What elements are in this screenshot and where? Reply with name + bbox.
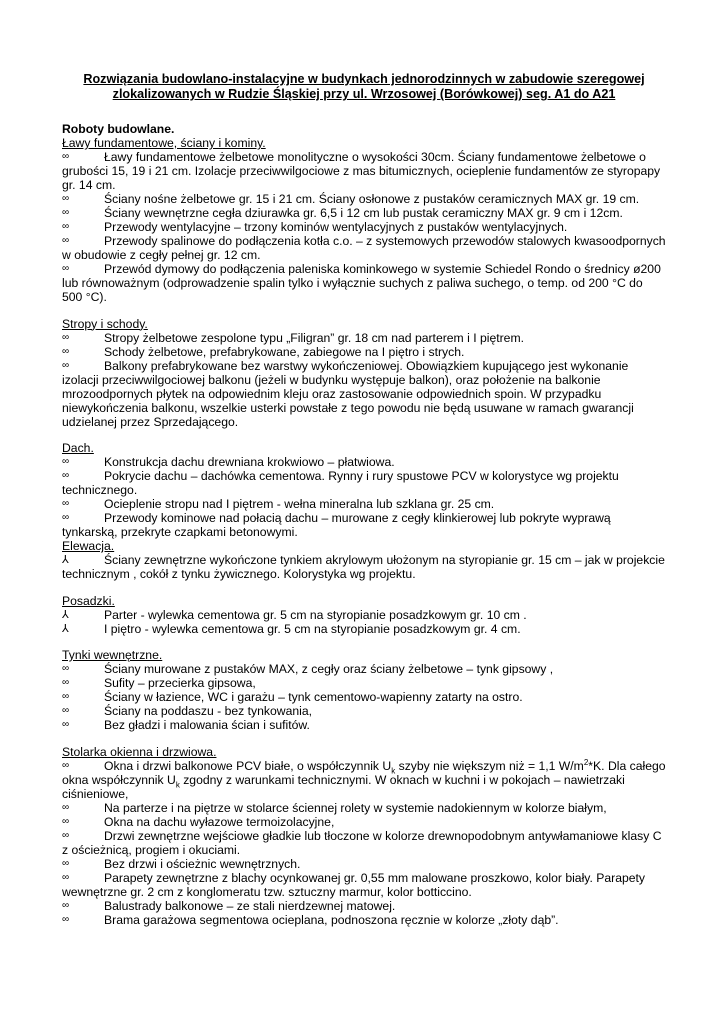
list-item bbox=[62, 871, 666, 899]
document-page bbox=[62, 72, 666, 927]
list-item bbox=[62, 553, 666, 581]
list-item-text: Drzwi zewnętrzne wejściowe gładkie lub tłoczone w kolorze drewnopodobnym antywłamaniowe klasy C z ościeżnicą, progiem i okuciami. bbox=[62, 828, 662, 857]
list-item bbox=[62, 801, 666, 815]
list-item bbox=[62, 690, 666, 704]
subscript: k bbox=[175, 779, 180, 789]
text-fragment: Okna i drzwi balkonowe PCV białe, o współczynnik U bbox=[104, 758, 392, 773]
infinity-bullet-icon: ∞ bbox=[62, 331, 70, 343]
list-item bbox=[62, 150, 666, 192]
list-item-text: Przewody kominowe nad połacią dachu – murowane z cegły klinkierowej lub pokryte wyprawą tynkarską, przekryte czapkami betonowymi. bbox=[62, 511, 611, 539]
list-item bbox=[62, 622, 666, 636]
infinity-bullet-icon: ∞ bbox=[62, 829, 70, 841]
list-item bbox=[62, 345, 666, 359]
infinity-bullet-icon: ∞ bbox=[62, 456, 70, 467]
text-fragment: zgodny z warunkami technicznymi. W oknach w kuchni i w pokojach – nawietrzaki ciśnieniowe, bbox=[62, 772, 625, 801]
triangle-bullet-icon: ⅄ bbox=[62, 554, 69, 566]
infinity-bullet-icon: ∞ bbox=[62, 193, 70, 204]
list-item bbox=[62, 262, 666, 304]
list-item bbox=[62, 192, 666, 206]
infinity-bullet-icon: ∞ bbox=[62, 359, 70, 371]
infinity-bullet-icon: ∞ bbox=[62, 857, 70, 869]
list-item bbox=[62, 220, 666, 234]
triangle-bullet-icon: ⅄ bbox=[62, 622, 69, 635]
infinity-bullet-icon: ∞ bbox=[62, 815, 70, 827]
list-item bbox=[62, 718, 666, 732]
list-item-text: Przewody spalinowe do podłączenia kotła c.o. – z systemowych przewodów stalowych kwasoodpornych w obudowie z cegły pełnej gr. 12 cm. bbox=[62, 234, 666, 262]
text-fragment: szyby nie większym niż = 1,1 W/m bbox=[395, 758, 584, 773]
section-heading-plaster: Tynki wewnętrzne. bbox=[62, 648, 163, 662]
list-item-text: Balustrady balkonowe – ze stali nierdzewnej matowej. bbox=[104, 898, 396, 913]
list-item-text: Ściany wewnętrzne cegła dziurawka gr. 6,5 i 12 cm lub pustak ceramiczny MAX gr. 9 cm i 12cm. bbox=[104, 206, 623, 220]
infinity-bullet-icon: ∞ bbox=[62, 899, 70, 911]
list-item bbox=[62, 899, 666, 913]
superscript: 2 bbox=[583, 757, 589, 767]
list-item-text: Bez drzwi i ościeżnic wewnętrznych. bbox=[104, 856, 301, 871]
list-item-text: Ściany na poddaszu - bez tynkowania, bbox=[104, 704, 312, 718]
infinity-bullet-icon: ∞ bbox=[62, 871, 70, 883]
list-item-text: Przewód dymowy do podłączenia paleniska kominkowego w systemie Schiedel Rondo o średnicy ø200 lub równoważnym (odprowadzenie spalin tylko i wyłącznie suchych z paliwa suchego, o temp. od 200 °C do 500 °C). bbox=[62, 262, 661, 304]
list-item-text: Okna na dachu wyłazowe termoizolacyjne, bbox=[104, 814, 335, 829]
infinity-bullet-icon: ∞ bbox=[62, 151, 70, 162]
infinity-bullet-icon: ∞ bbox=[62, 677, 70, 688]
infinity-bullet-icon: ∞ bbox=[62, 470, 70, 481]
list-item-text: Schody żelbetowe, prefabrykowane, zabiegowe na I piętro i strych. bbox=[104, 344, 465, 359]
list-item-text: Stropy żelbetowe zespolone typu „Filigran” gr. 18 cm nad parterem i I piętrem. bbox=[104, 330, 524, 345]
infinity-bullet-icon: ∞ bbox=[62, 719, 70, 730]
list-item bbox=[62, 829, 666, 857]
list-item bbox=[62, 359, 666, 429]
list-item bbox=[62, 455, 666, 469]
list-item bbox=[62, 206, 666, 220]
infinity-bullet-icon: ∞ bbox=[62, 691, 70, 702]
list-item bbox=[62, 662, 666, 676]
section-heading-roof: Dach. bbox=[62, 441, 94, 455]
list-item bbox=[62, 469, 666, 497]
infinity-bullet-icon: ∞ bbox=[62, 512, 70, 523]
infinity-bullet-icon: ∞ bbox=[62, 705, 70, 716]
list-item-text: Konstrukcja dachu drewniana krokwiowo – płatwiowa. bbox=[104, 455, 395, 469]
section-heading-floors: Posadzki. bbox=[62, 593, 115, 608]
list-item bbox=[62, 676, 666, 690]
list-item-text: Ściany w łazience, WC i garażu – tynk cementowo-wapienny zatarty na ostro. bbox=[104, 690, 523, 704]
list-item bbox=[62, 511, 666, 539]
list-item-text: Ściany murowane z pustaków MAX, z cegły oraz ściany żelbetowe – tynk gipsowy , bbox=[104, 662, 554, 676]
list-item-text: Parapety zewnętrzne z blachy ocynkowanej gr. 0,55 mm malowane proszkowo, kolor biały. Parapety wewnętrzne gr. 2 cm z konglomeratu tzw. sztuczny marmur, kolor botticcino. bbox=[62, 870, 646, 899]
list-item bbox=[62, 759, 666, 801]
list-item-text: Parter - wylewka cementowa gr. 5 cm na styropianie posadzkowym gr. 10 cm . bbox=[104, 607, 527, 622]
infinity-bullet-icon: ∞ bbox=[62, 663, 70, 674]
section-heading-ceilings: Stropy i schody. bbox=[62, 316, 148, 331]
list-item-text: Bez gładzi i malowania ścian i sufitów. bbox=[104, 718, 310, 732]
infinity-bullet-icon: ∞ bbox=[62, 263, 70, 274]
list-item-text bbox=[62, 759, 666, 801]
list-item bbox=[62, 497, 666, 511]
list-item bbox=[62, 857, 666, 871]
list-item-text: Pokrycie dachu – dachówka cementowa. Rynny i rury spustowe PCV w kolorystyce wg projektu technicznego. bbox=[62, 469, 619, 497]
list-item bbox=[62, 913, 666, 927]
list-item-text: I piętro - wylewka cementowa gr. 5 cm na styropianie posadzkowym gr. 4 cm. bbox=[104, 621, 521, 636]
infinity-bullet-icon: ∞ bbox=[62, 801, 70, 813]
section-heading-joinery: Stolarka okienna i drzwiowa. bbox=[62, 744, 217, 759]
list-item-text: Ławy fundamentowe żelbetowe monolityczne o wysokości 30cm. Ściany fundamentowe żelbetowe o grubości 15, 19 i 21 cm. Izolacje przeciwwilgociowe z mas bitumicznych, ocieplenie fundamentów ze styropapy gr. 14 cm. bbox=[62, 150, 661, 192]
infinity-bullet-icon: ∞ bbox=[62, 207, 70, 218]
list-item-text: Przewody wentylacyjne – trzony kominów wentylacyjnych z pustaków wentylacyjnych. bbox=[104, 220, 568, 234]
infinity-bullet-icon: ∞ bbox=[62, 345, 70, 357]
list-item bbox=[62, 331, 666, 345]
list-item bbox=[62, 815, 666, 829]
infinity-bullet-icon: ∞ bbox=[62, 759, 70, 771]
infinity-bullet-icon: ∞ bbox=[62, 235, 70, 246]
list-item-text: Na parterze i na piętrze w stolarce ściennej rolety w systemie nadokiennym w kolorze białym, bbox=[104, 800, 607, 815]
text-fragment: *K. Dla całego okna współczynnik U bbox=[62, 758, 666, 787]
list-item bbox=[62, 608, 666, 622]
list-item-text: Balkony prefabrykowane bez warstwy wykończeniowej. Obowiązkiem kupującego jest wykonanie izolacji przeciwwilgociowej balkonu (jeżeli w budynku występuje balkon), oraz położenie na balkonie mrozoodpornych płytek na odpowiednim kleju oraz zastosowanie odpowiednich spoin. W przypadku niewykończenia balkonu, wszelkie usterki powstałe z tego powodu nie będą usuwane w ramach gwarancji udzielanej przez Sprzedającego. bbox=[62, 358, 634, 429]
list-item-text: Ściany nośne żelbetowe gr. 15 i 21 cm. Ściany osłonowe z pustaków ceramicznych MAX gr. 19 cm. bbox=[104, 192, 640, 206]
list-item-text: Ściany zewnętrzne wykończone tynkiem akrylowym ułożonym na styropianie gr. 15 cm – jak w projekcie technicznym , cokół z tynku żywicznego. Kolorystyka wg projektu. bbox=[62, 553, 665, 581]
subscript: k bbox=[391, 765, 396, 775]
title-line-1: Rozwiązania budowlano-instalacyjne w budynkach jednorodzinnych w zabudowie szeregowej bbox=[83, 72, 645, 86]
infinity-bullet-icon: ∞ bbox=[62, 221, 70, 232]
list-item-text: Sufity – przecierka gipsowa, bbox=[104, 676, 256, 690]
title-line-2: zlokalizowanych w Rudzie Śląskiej przy ul. Wrzosowej (Borówkowej) seg. A1 do A21 bbox=[112, 87, 616, 101]
list-item bbox=[62, 704, 666, 718]
triangle-bullet-icon: ⅄ bbox=[62, 608, 69, 621]
infinity-bullet-icon: ∞ bbox=[62, 913, 70, 925]
section-heading-elevation: Elewacja. bbox=[62, 539, 115, 553]
main-heading: Roboty budowlane. bbox=[62, 122, 175, 136]
section-heading-foundations: Ławy fundamentowe, ściany i kominy. bbox=[62, 136, 266, 150]
infinity-bullet-icon: ∞ bbox=[62, 498, 70, 509]
document-title bbox=[62, 72, 666, 102]
list-item-text: Brama garażowa segmentowa ocieplana, podnoszona ręcznie w kolorze „złoty dąb”. bbox=[104, 912, 559, 927]
list-item-text: Ocieplenie stropu nad I piętrem - wełna mineralna lub szklana gr. 25 cm. bbox=[104, 497, 495, 511]
list-item bbox=[62, 234, 666, 262]
